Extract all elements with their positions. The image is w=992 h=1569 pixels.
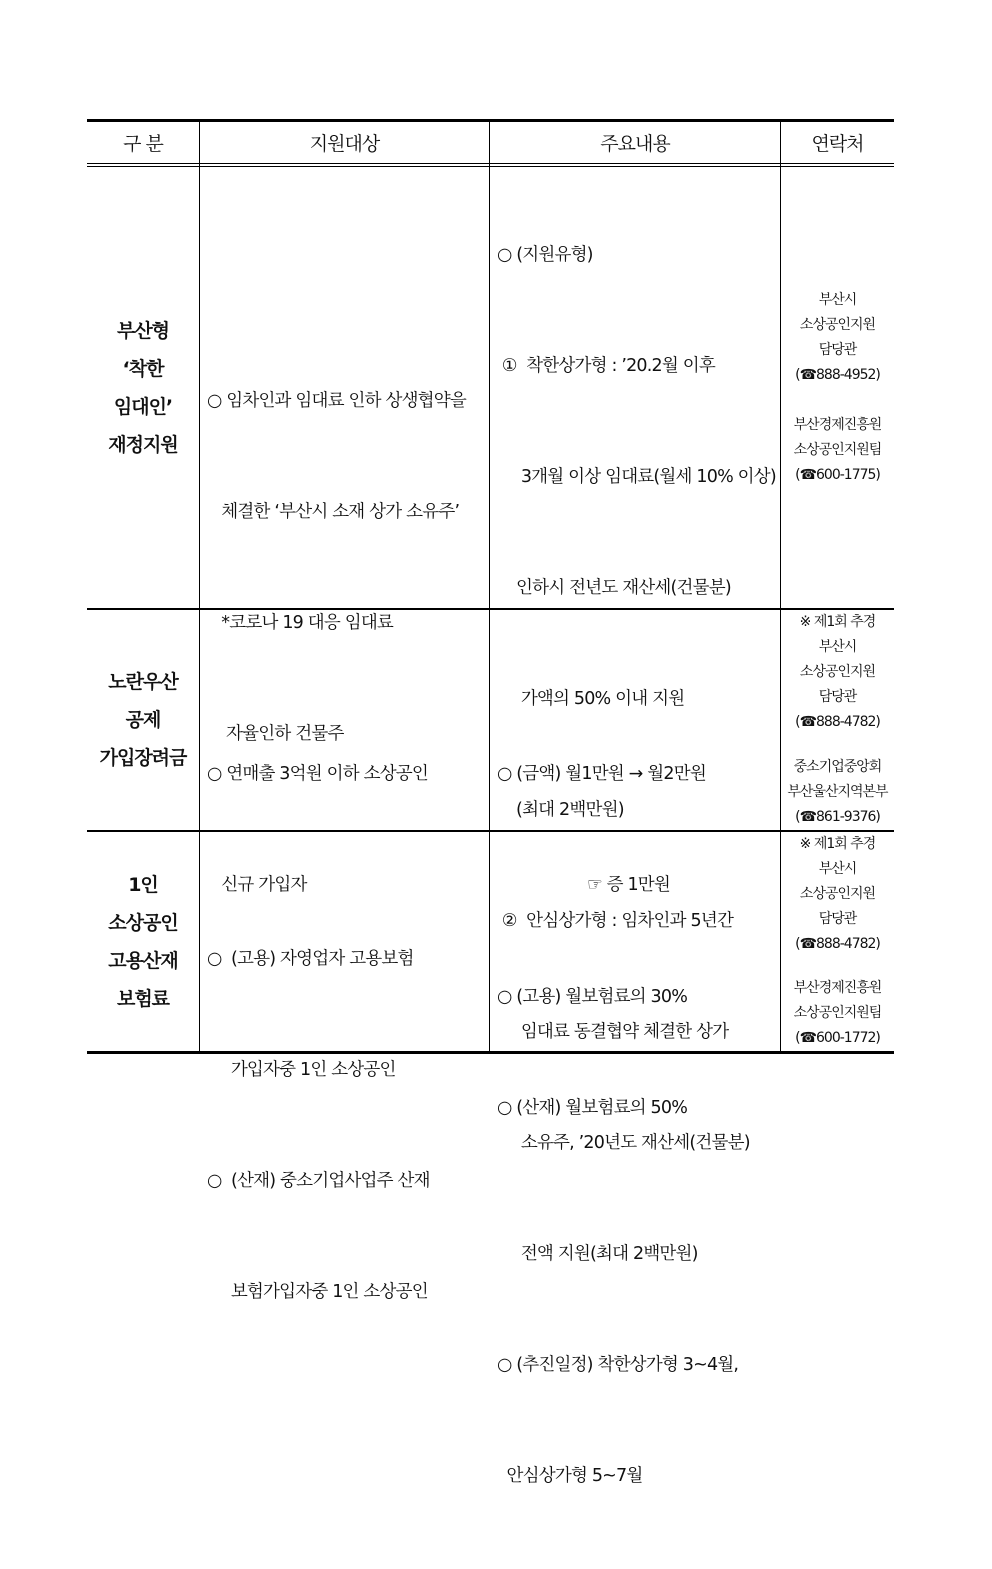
content-line: ○ (금액) 월1만원 → 월2만원 bbox=[497, 764, 706, 784]
row2-contact bbox=[781, 610, 894, 830]
contact-note: ※ 제1회 추경 bbox=[799, 836, 876, 852]
target-line: ○ (산재) 중소기업사업주 산재 bbox=[207, 1171, 430, 1191]
contact-phone: (☎888-4782) bbox=[795, 714, 880, 730]
contact-line: 소상공인지원팀 bbox=[793, 441, 882, 458]
category-line: 보험료 bbox=[116, 987, 170, 1010]
content-line: ○ (지원유형) bbox=[497, 245, 593, 265]
row3-contact bbox=[781, 832, 894, 1051]
row1-category bbox=[87, 167, 199, 608]
header-target: 지원대상 bbox=[309, 133, 380, 155]
category-line: 고용산재 bbox=[108, 949, 178, 972]
contact-note: ※ 제1회 추경 bbox=[799, 614, 876, 630]
contact-line: 부산시 bbox=[818, 639, 857, 655]
target-line: 신규 가입자 bbox=[207, 875, 307, 895]
target-line: 가입자중 1인 소상공인 bbox=[207, 1060, 396, 1080]
target-line: ○ 연매출 3억원 이하 소상공인 bbox=[207, 764, 429, 784]
category-line: 임대인’ bbox=[113, 395, 173, 418]
category-line: 재정지원 bbox=[108, 433, 178, 456]
header-contact: 연락처 bbox=[811, 133, 864, 155]
row1-contact bbox=[781, 167, 894, 608]
target-line: ○ (고용) 자영업자 고용보험 bbox=[207, 949, 414, 969]
contact-phone: (☎600-1772) bbox=[795, 1030, 880, 1046]
row3-target bbox=[207, 867, 489, 1385]
contact-line: 소상공인지원 bbox=[799, 316, 876, 333]
contact-phone: (☎888-4782) bbox=[795, 936, 880, 952]
content-line: 가액의 50% 이내 지원 bbox=[497, 689, 685, 709]
contact-line: 소상공인지원 bbox=[799, 886, 876, 902]
category-line: 공제 bbox=[125, 709, 161, 731]
content-line: ○ (추진일정) 착한상가형 3~4월, bbox=[497, 1355, 739, 1375]
contact-line: 소상공인지원 bbox=[799, 664, 876, 680]
content-line: 전액 지원(최대 2백만원) bbox=[497, 1244, 698, 1264]
row3-content bbox=[497, 905, 780, 1201]
contact-line: 부산경제진흥원 bbox=[793, 980, 882, 996]
target-line: *코로나 19 대응 임대료 bbox=[207, 613, 394, 633]
content-line: ☞ 증 1만원 bbox=[586, 875, 671, 895]
content-line: 인하시 전년도 재산세(건물분) bbox=[497, 578, 731, 598]
target-line: ○ 임차인과 임대료 인하 상생협약을 bbox=[207, 391, 466, 411]
content-line: (최대 2백만원) bbox=[497, 800, 624, 820]
content-line: 임대료 동결협약 체결한 상가 bbox=[497, 1022, 729, 1042]
content-line: ② 안심상가형 : 임차인과 5년간 bbox=[497, 911, 734, 931]
contact-line: 담당관 bbox=[818, 911, 857, 927]
contact-line: 담당관 bbox=[818, 689, 857, 705]
content-line: 3개월 이상 임대료(월세 10% 이상) bbox=[497, 467, 776, 487]
category-line: 노란우산 bbox=[108, 671, 178, 693]
content-line: ① 착한상가형 : ’20.2월 이후 bbox=[497, 356, 715, 376]
contact-phone: (☎600-1775) bbox=[795, 466, 880, 483]
target-line: 체결한 ‘부산시 소재 상가 소유주’ bbox=[207, 502, 460, 522]
column-divider-2 bbox=[489, 119, 490, 1053]
content-line: ○ (고용) 월보험료의 30% bbox=[497, 987, 688, 1007]
contact-line: 부산시 bbox=[818, 291, 857, 308]
header-category: 구 분 bbox=[123, 133, 163, 155]
category-line: 부산형 bbox=[116, 319, 170, 342]
content-line: 소유주, ’20년도 재산세(건물분) bbox=[497, 1133, 750, 1153]
target-line: 자율인하 건물주 bbox=[207, 724, 344, 744]
contact-line: 부산울산지역본부 bbox=[787, 784, 888, 800]
contact-line: 부산경제진흥원 bbox=[793, 416, 882, 433]
contact-line: 부산시 bbox=[818, 861, 857, 877]
target-line: 보험가입자중 1인 소상공인 bbox=[207, 1282, 428, 1302]
row2-category bbox=[87, 610, 199, 830]
contact-phone: (☎888-4952) bbox=[795, 366, 880, 383]
contact-line: 담당관 bbox=[818, 341, 857, 358]
header-content: 주요내용 bbox=[600, 133, 670, 155]
contact-phone: (☎861-9376) bbox=[795, 809, 880, 825]
content-line: ○ (산재) 월보험료의 50% bbox=[497, 1098, 688, 1118]
contact-line: 중소기업중앙회 bbox=[793, 759, 882, 775]
contact-line: 소상공인지원팀 bbox=[793, 1005, 882, 1021]
column-divider-1 bbox=[199, 119, 200, 1053]
category-line: ‘착한 bbox=[122, 357, 164, 380]
content-line: 안심상가형 5~7월 bbox=[497, 1466, 643, 1486]
category-line: 가입장려금 bbox=[99, 747, 187, 769]
category-line: 1인 bbox=[128, 873, 158, 896]
row3-category bbox=[87, 832, 199, 1051]
category-line: 소상공인 bbox=[108, 911, 178, 934]
